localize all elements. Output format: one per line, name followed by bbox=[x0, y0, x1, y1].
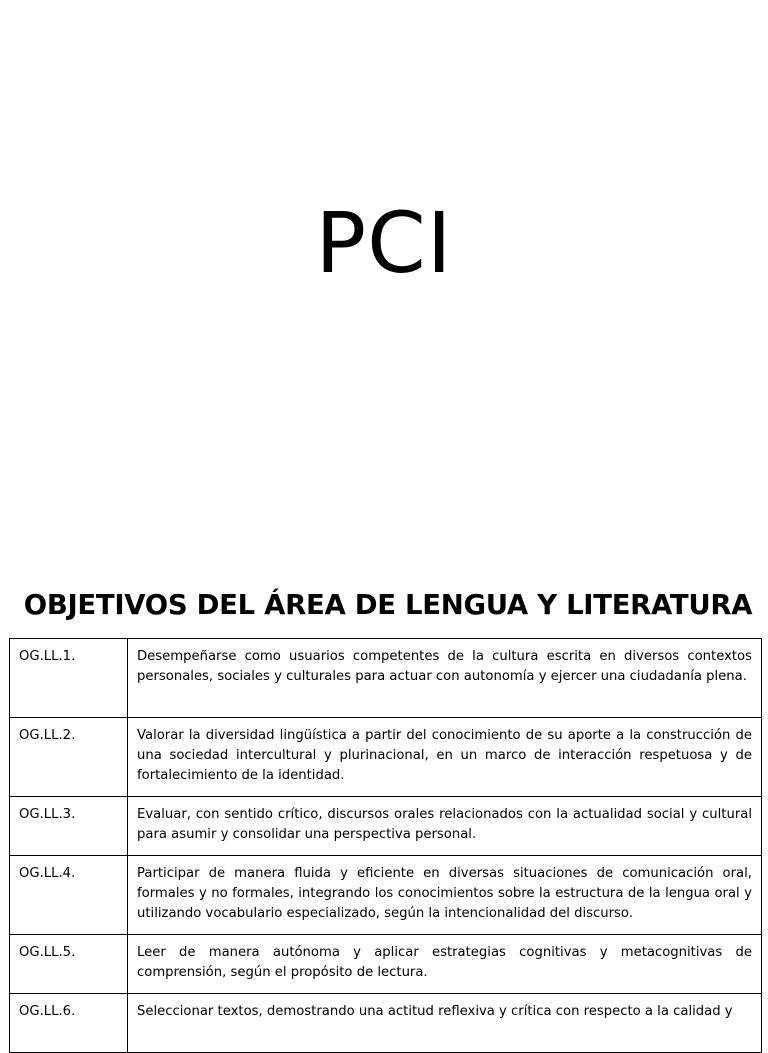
objective-text: Evaluar, con sentido crítico, discursos orales relacionados con la actualidad social y cultural para asumir y consolidar una perspectiva personal. bbox=[128, 797, 762, 856]
table-row bbox=[10, 994, 762, 1053]
table-row bbox=[10, 639, 762, 718]
objective-code: OG.LL.5. bbox=[10, 935, 128, 994]
objective-code: OG.LL.4. bbox=[10, 856, 128, 935]
objective-code: OG.LL.6. bbox=[10, 994, 128, 1053]
objective-code: OG.LL.3. bbox=[10, 797, 128, 856]
table-row bbox=[10, 797, 762, 856]
table-row bbox=[10, 856, 762, 935]
objective-code: OG.LL.1. bbox=[10, 639, 128, 718]
table-row bbox=[10, 718, 762, 797]
objective-text: Desempeñarse como usuarios competentes de la cultura escrita en diversos contextos personales, sociales y culturales para actuar con autonomía y ejercer una ciudadanía plena. bbox=[128, 639, 762, 718]
objective-text: Participar de manera fluida y eficiente en diversas situaciones de comunicación oral, formales y no formales, integrando los conocimientos sobre la estructura de la lengua oral y utilizando vocabulario especializado, según la intencionalidad del discurso. bbox=[128, 856, 762, 935]
objective-text: Valorar la diversidad lingüística a partir del conocimiento de su aporte a la construcción de una sociedad intercultural y plurinacional, en un marco de interacción respetuosa y de fortalecimiento de la identidad. bbox=[128, 718, 762, 797]
cover-title: PCI bbox=[315, 194, 453, 292]
table-row bbox=[10, 935, 762, 994]
objectives-table bbox=[9, 638, 762, 1053]
objective-code: OG.LL.2. bbox=[10, 718, 128, 797]
objective-text: Seleccionar textos, demostrando una actitud reflexiva y crítica con respecto a la calidad y bbox=[128, 994, 762, 1053]
section-title: OBJETIVOS DEL ÁREA DE LENGUA Y LITERATURA bbox=[23, 589, 753, 621]
objective-text: Leer de manera autónoma y aplicar estrategias cognitivas y metacognitivas de comprensión, según el propósito de lectura. bbox=[128, 935, 762, 994]
